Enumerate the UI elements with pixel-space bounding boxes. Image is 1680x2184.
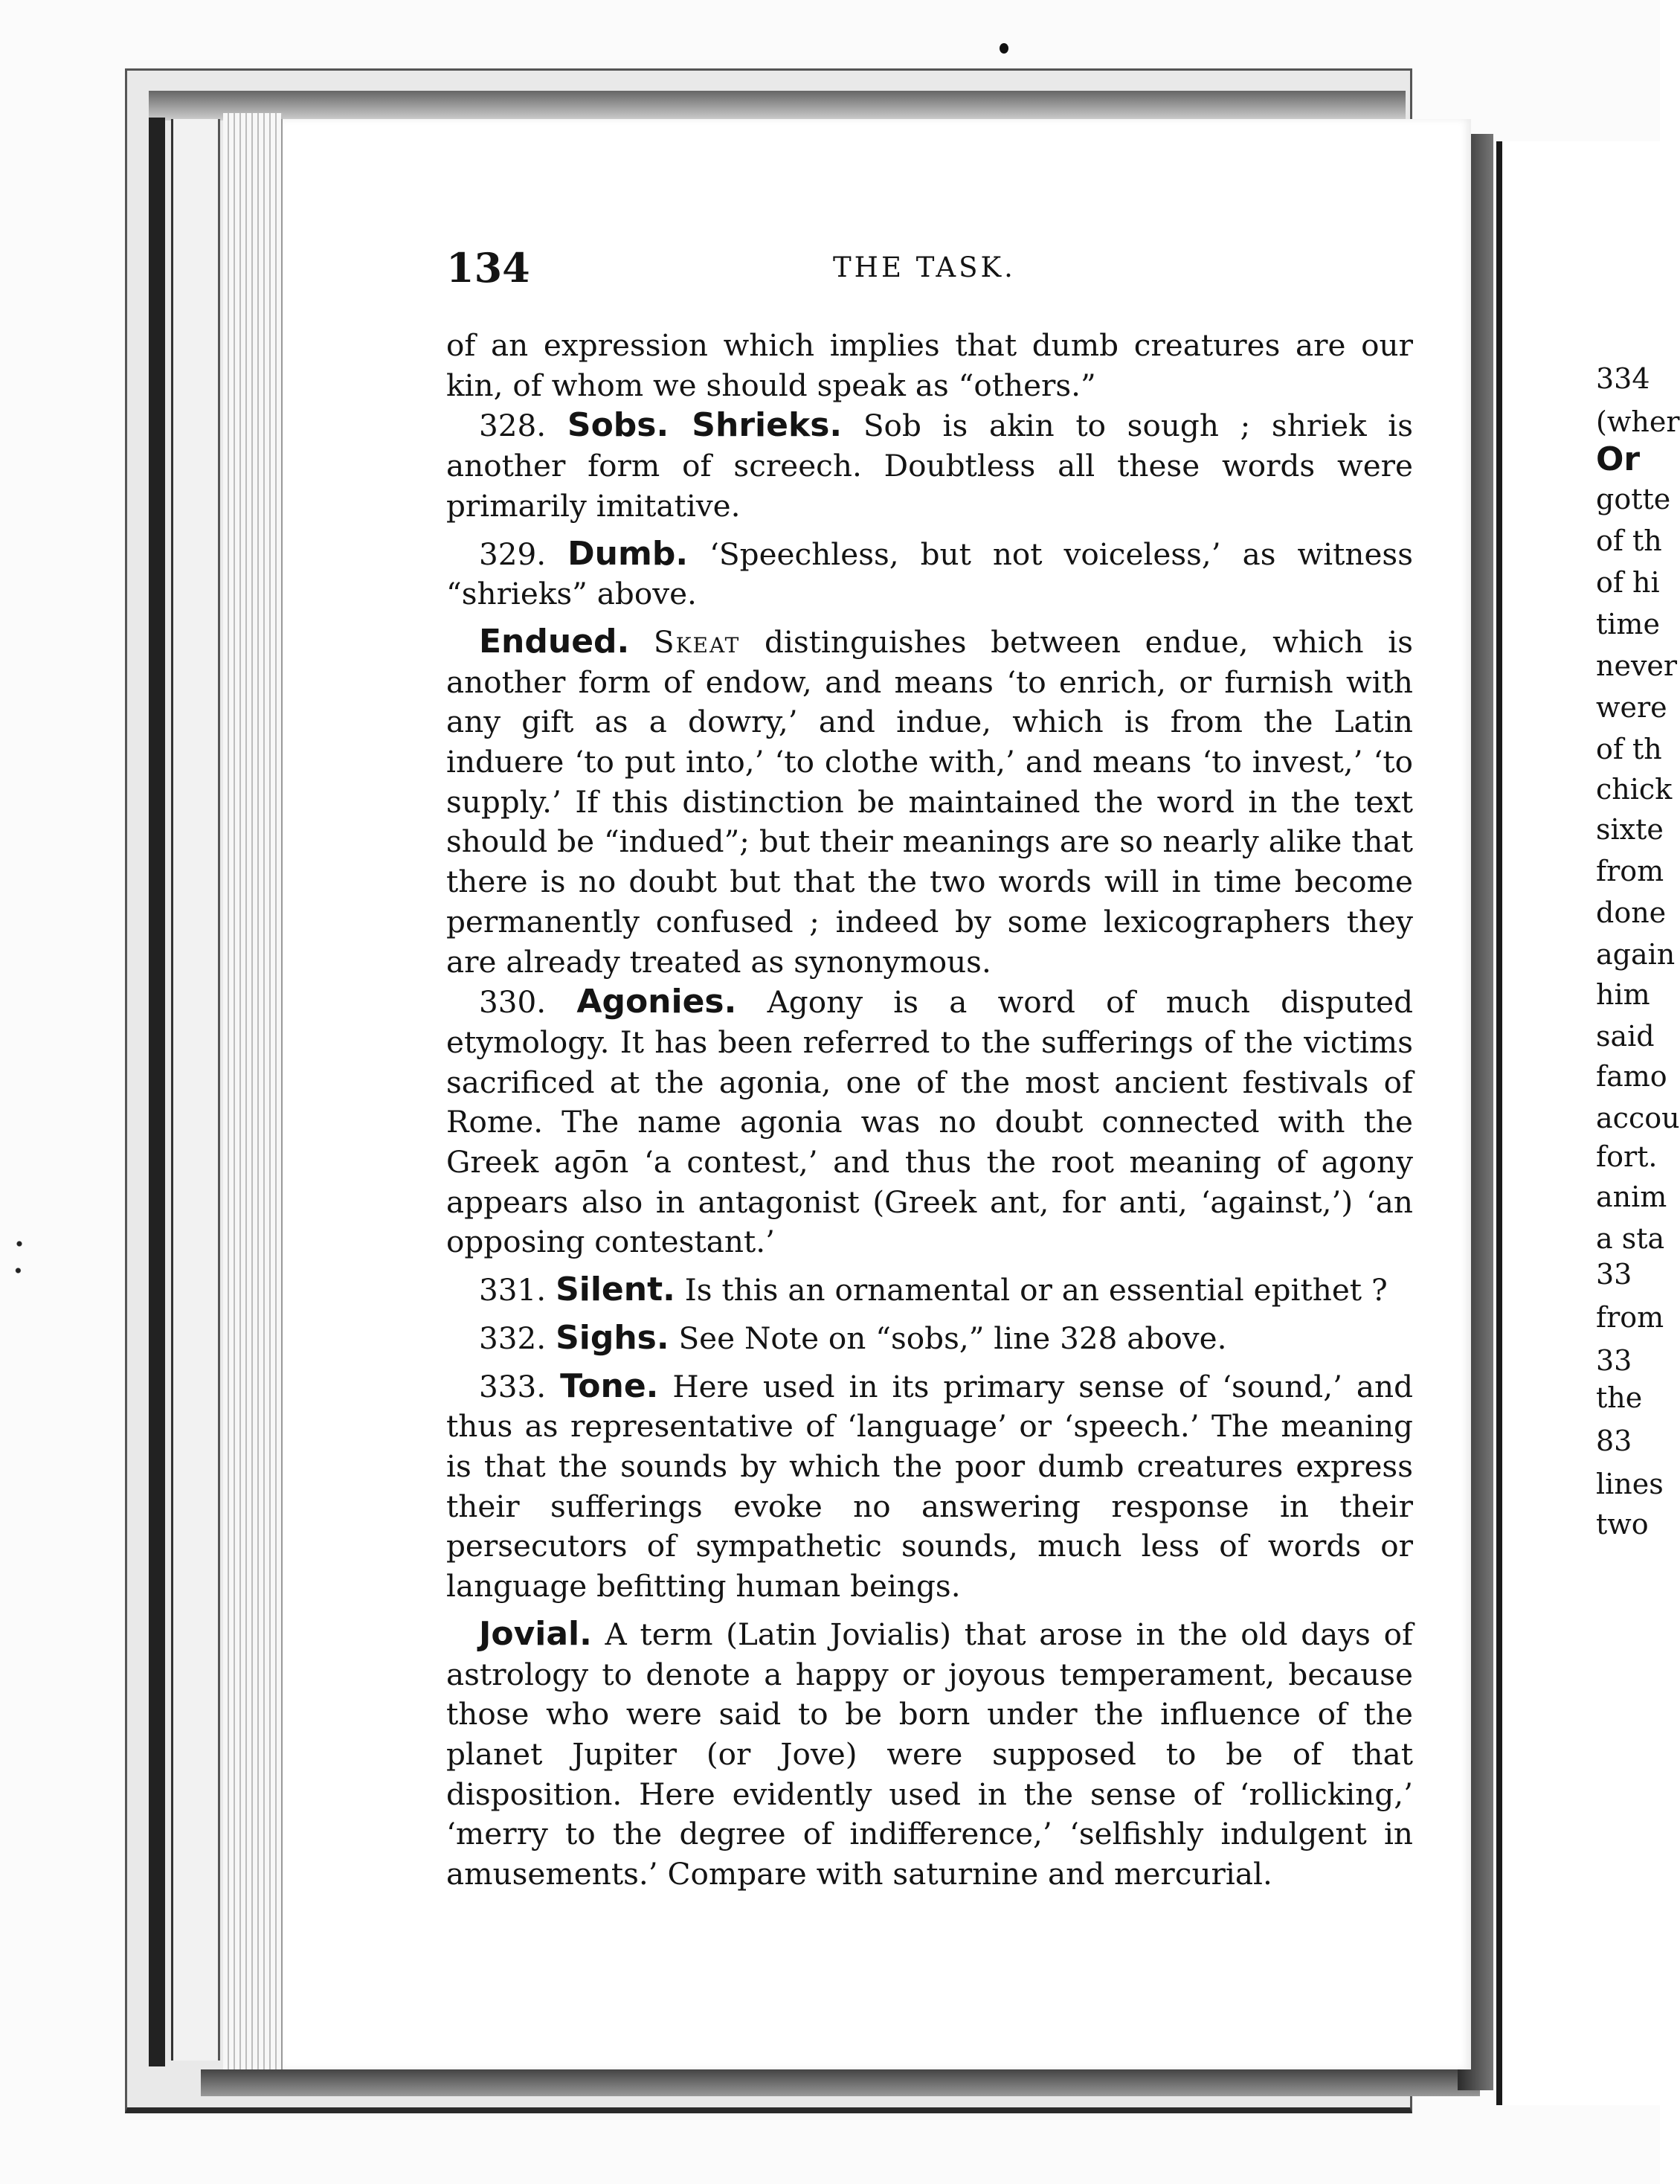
facing-line: of hi [1596,566,1660,599]
note-number: 329. [479,536,547,572]
facing-line: again [1596,938,1676,971]
note-headword: Endued. [479,622,630,661]
note-number: 333. [479,1368,547,1404]
facing-line: him [1596,978,1650,1011]
facing-line: chick [1596,773,1673,806]
running-title: THE TASK. [833,251,1016,283]
facing-line: 83 [1596,1425,1632,1457]
facing-line: 33 [1596,1258,1632,1291]
note-text: Here used in its primary sense of ‘sound,’ and thus as representative of ‘language’ or ‘speech.’ The meaning is that the sounds by which the poor dumb creatures express their sufferings evoke no answering response in their persecutors of sympathetic sounds, much less of words or language befitting human beings. [446,1368,1414,1605]
facing-line: of th [1596,733,1662,765]
note-headword: Agonies. [576,983,737,1021]
note-number: 332. [479,1320,547,1356]
facing-line: gotte [1596,483,1671,516]
note-328 [446,405,1413,526]
note-text: Sob is akin to sough ; shriek is another form of screech. Doubtless all these words were primarily imitative. [446,408,1414,524]
facing-line: time [1596,608,1660,640]
top-edge-shadow [149,91,1406,121]
note-headword: Tone. [560,1366,659,1405]
paragraph-text: of an expression which implies that dumb creatures are our kin, of whom we should speak as “others.” [446,327,1413,403]
facing-line: from [1596,855,1664,887]
note-headword: Sighs. [556,1318,669,1357]
note-332 [446,1318,1413,1359]
facing-line: 334 [1596,362,1650,395]
facing-line: famo [1596,1060,1667,1093]
facing-line: sixte [1596,813,1664,846]
scan-specks [13,1235,25,1279]
note-jovial [446,1614,1413,1895]
page-number: 134 [446,244,530,292]
note-text: ‘Speechless, but not voiceless,’ as witness “shrieks” above. [446,536,1414,612]
note-text: See Note on “sobs,” line 328 above. [678,1320,1227,1356]
note-headword: Sobs. Shrieks. [567,406,843,445]
facing-line: (wher [1596,405,1680,438]
facing-line: were [1596,691,1667,724]
note-329 [446,534,1413,614]
page-stack-edges [223,113,283,2069]
facing-line: a sta [1596,1222,1665,1255]
note-authority: Skeat [653,623,741,660]
facing-line: Or [1596,440,1641,478]
paragraph-intro [446,326,1413,405]
facing-line: the [1596,1381,1643,1414]
facing-line: never [1596,649,1678,682]
facing-line: done [1596,896,1667,929]
page-block-edge [171,119,220,2061]
note-text: A term (Latin Jovialis) that arose in the old days of astrology to denote a happy or joyous temperament, because those who were said to be born under the influence of the planet Jupiter (or Jove) were supposed to be of that disposition. Here evidently used in the sense of ‘rollicking,’ ‘merry to the degree of indifference,’ ‘selfishly indulgent in amusements.’ Compare with saturnine and mercurial. [446,1616,1414,1892]
note-330 [446,982,1413,1262]
note-headword: Dumb. [567,534,689,573]
facing-line: lines [1596,1468,1664,1500]
note-headword: Silent. [556,1271,675,1309]
note-endued [446,622,1413,982]
note-text: Agony is a word of much disputed etymology. It has been referred to the sufferings of the victims sacrificed at the agonia, one of the most ancient festivals of Rome. The name agonia was no doubt connected with the Greek agōn ‘a contest,’ and thus the root meaning of agony appears also in antagonist (Greek ant, for anti, ‘against,’) ‘an opposing contestant.’ [446,984,1414,1260]
scan-speck [1000,43,1008,54]
facing-line: two [1596,1508,1649,1541]
facing-line: fort. [1596,1140,1658,1173]
note-number: 330. [479,984,547,1021]
running-head [446,244,1435,292]
note-number: 331. [479,1272,547,1308]
note-331 [446,1270,1413,1311]
facing-line: anim [1596,1181,1667,1213]
note-text: distinguishes between endue, which is another form of endow, and means ‘to enrich, or furnish with any gift as a dowry,’ and indue, which is from the Latin induere ‘to put into,’ ‘to clothe with,’ and means ‘to invest,’ ‘to supply.’ If this distinction be maintained the word in the text should be “indued”; but their meanings are so nearly alike that there is no doubt but that the two words will in time become permanently confused ; indeed by some lexicographers they are already treated as synonymous. [446,623,1413,980]
facing-line: 33 [1596,1344,1632,1377]
note-number: 328. [479,408,547,444]
note-333 [446,1366,1413,1607]
binding-edge [149,118,165,2066]
note-text: Is this an ornamental or an essential epithet ? [684,1272,1388,1308]
annotation-text [446,326,1413,1895]
facing-line: said [1596,1020,1655,1053]
bottom-edge-shadow [201,2069,1480,2096]
facing-line: of th [1596,524,1662,557]
note-headword: Jovial. [479,1614,592,1653]
facing-line: from [1596,1301,1664,1334]
facing-line: accou [1596,1102,1680,1134]
